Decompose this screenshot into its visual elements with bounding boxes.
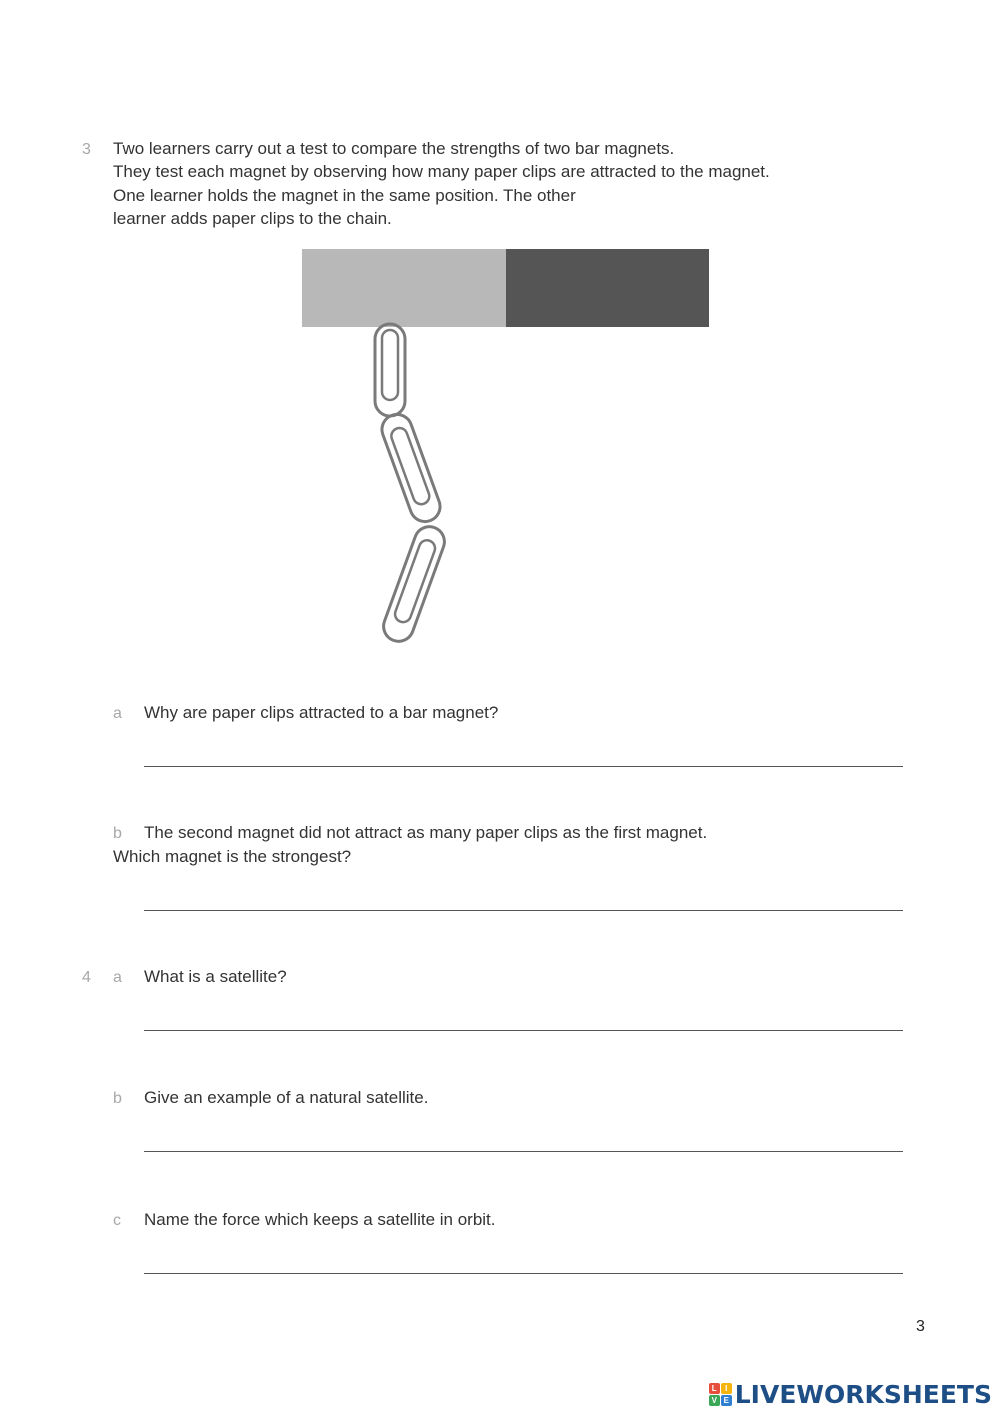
logo-letter-e: E	[721, 1395, 732, 1406]
question-number: 4	[82, 969, 91, 986]
logo-text: LIVEWORKSHEETS	[734, 1379, 992, 1409]
paper-clip-1	[375, 324, 405, 416]
question-3-line-1: Two learners carry out a test to compare the strengths of two bar magnets.	[113, 139, 675, 158]
magnet-right-pole	[506, 249, 709, 327]
page-number: 3	[916, 1318, 925, 1335]
paper-clip-3	[379, 522, 448, 645]
logo-icon	[709, 1383, 732, 1406]
question-4b-text: Give an example of a natural satellite.	[144, 1088, 429, 1107]
question-4a-text: What is a satellite?	[144, 967, 287, 986]
logo-letter-i: I	[721, 1383, 732, 1394]
answer-line-4b[interactable]	[144, 1151, 903, 1152]
liveworksheets-logo	[709, 1378, 992, 1410]
question-4c-text: Name the force which keeps a satellite in orbit.	[144, 1210, 496, 1229]
magnet-left-pole	[302, 249, 507, 327]
question-3b-text: The second magnet did not attract as many paper clips as the first magnet.	[144, 823, 708, 842]
question-3b-text-2: Which magnet is the strongest?	[113, 847, 352, 866]
question-number: 3	[82, 141, 91, 158]
question-3-line-2: They test each magnet by observing how many paper clips are attracted to the magnet.	[113, 162, 770, 181]
question-3a-text: Why are paper clips attracted to a bar magnet?	[144, 703, 499, 722]
part-letter: a	[113, 705, 122, 722]
answer-line-4a[interactable]	[144, 1030, 903, 1031]
part-letter: b	[113, 1090, 122, 1107]
answer-line-3a[interactable]	[144, 766, 903, 767]
paper-clip-2	[378, 410, 444, 526]
logo-letter-l: L	[709, 1383, 720, 1394]
part-letter: c	[113, 1212, 121, 1229]
question-3-line-3: One learner holds the magnet in the same position. The other	[113, 186, 576, 205]
question-3-line-4: learner adds paper clips to the chain.	[113, 209, 392, 228]
answer-line-3b[interactable]	[144, 910, 903, 911]
part-letter: b	[113, 825, 122, 842]
bar-magnet-figure	[290, 240, 730, 660]
logo-letter-v: V	[709, 1395, 720, 1406]
part-letter: a	[113, 969, 122, 986]
answer-line-4c[interactable]	[144, 1273, 903, 1274]
